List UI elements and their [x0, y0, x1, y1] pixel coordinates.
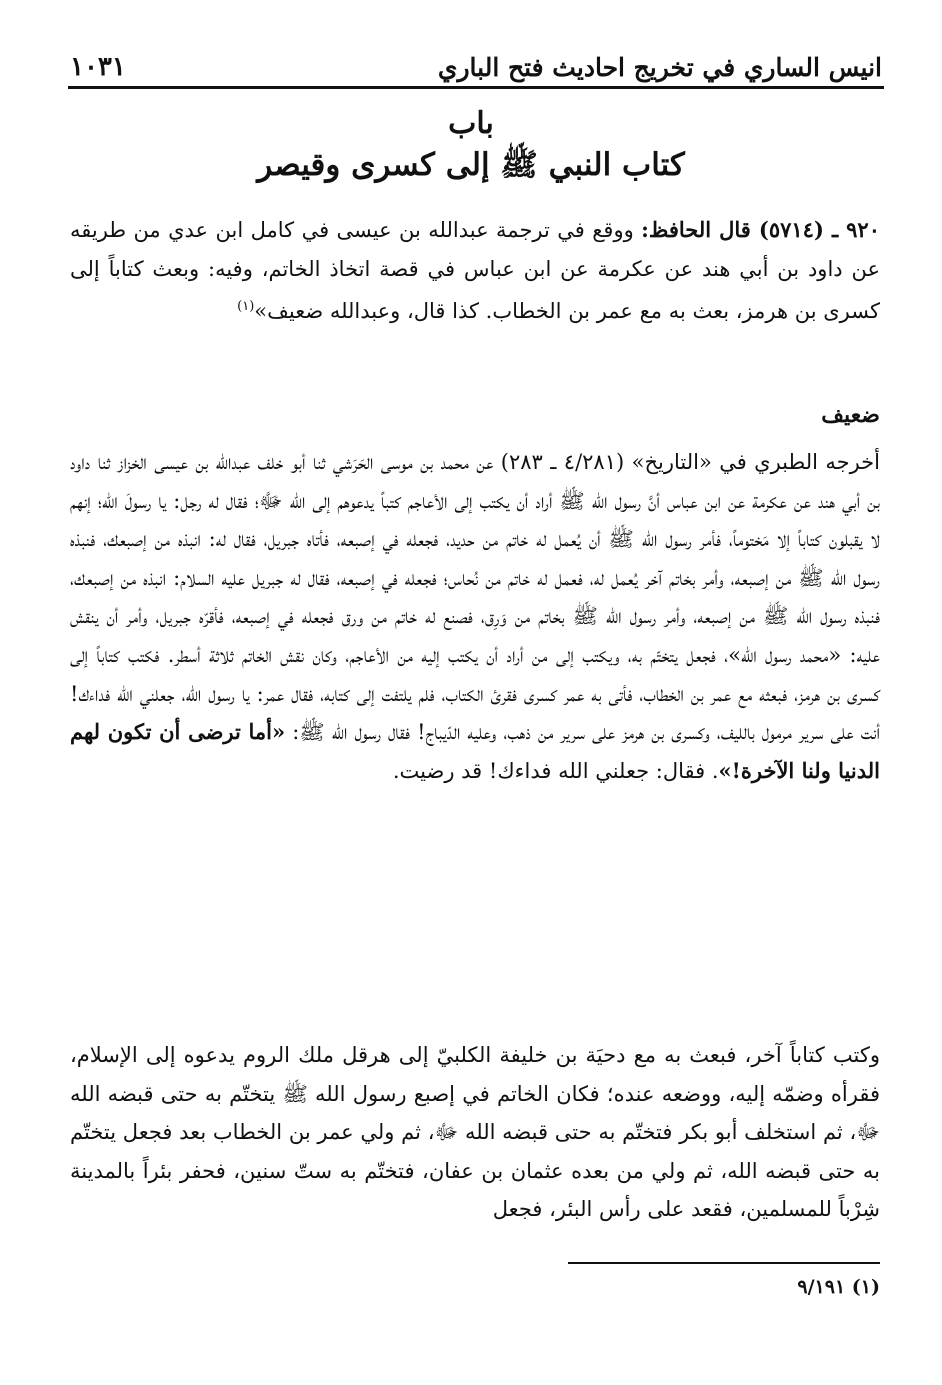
- footnote: (١) ٩/١٩١: [797, 1276, 880, 1298]
- entry-number: ٩٢٠ ـ (٥٧١٤) قال الحافظ:: [641, 217, 880, 242]
- takhrij-text-end: . فقال: جعلني الله فداءك! قد رضيت.: [392, 758, 719, 783]
- chapter-title: كتاب النبي ﷺ إلى كسرى وقيصر: [257, 147, 685, 183]
- chapter-label: باب: [448, 106, 494, 141]
- running-header: [70, 38, 882, 82]
- takhrij-paragraph-1: [70, 443, 880, 790]
- takhrij-paragraph-2: وكتب كتاباً آخر، فبعث به مع دحيَة بن خليفة الكلبيّ إلى هرقل ملك الروم يدعوه إلى الإسلام، فقرأه وضمّه إليه، ووضعه عنده؛ فكان الخاتم في إصبع رسول الله ﷺ يتختّم به حتى قبضه الله ﷻ، ثم استخلف أبو بكر فتختّم به حتى قبضه الله ﷻ، ثم ولي عمر بن الخطاب بعد فجعل يتختّم به حتى قبضه الله، ثم ولي من بعده عثمان بن عفان، فتختّم به ستّ سنين، فحفر بئراً بالمدينة شِرْباً للمسلمين، فقعد على رأس البئر، فجعل: [70, 1043, 880, 1222]
- footnote-rule: [568, 1262, 880, 1264]
- hadith-entry: [70, 211, 880, 331]
- header-rule: [68, 86, 884, 89]
- takhrij-text: أخرجه الطبري في «التاريخ» (٤/٢٨١ ـ ٢٨٣) عن محمد بن موسى الحَرَشي ثنا أبو خلف عبدالله بن عيسى الخزاز ثنا داود بن أبي هند عن عكرمة عن ابن عباس أنَّ رسول الله ﷺ أراد أن يكتب إلى الأعاجم كتباً يدعوهم إلى الله ﷻ؛ فقال له رجل: يا رسولَ الله؛ إنهم لا يقبلون كتاباً إلا مَختوماً، فأمر رسول الله ﷺ أن يُعمل له خاتم من حديد، فجعله في إصبعه، فأتاه جبريل، فقال له: انبذه من إصبعك، فنبذه رسول الله ﷺ من إصبعه، وأمر بخاتم آخر يُعمل له، فعمل له خاتم من نُحاس؛ فجعله في إصبعه، فقال له جبريل عليه السلام: انبذه من إصبعك، فنبذه رسول الله ﷺ من إصبعه، وأمر رسول الله ﷺ بخاتم من وَرِق، فصنع له خاتم من ورق فجعله في إصبعه، فأقرّه جبريل، وأمر أن ينقش عليه: «محمد رسول الله»، فجعل يتختّم به، ويكتب إلى من أراد أن يكتب إليه من الأعاجم، وكان نقش الخاتم ثلاثة أسطر. فكتب كتاباً إلى كسرى بن هرمز، فبعثه مع عمر بن الخطاب، فأتى به عمر كسرى فقرئ الكتاب، فلم يلتفت إلى كتابه، فقال عمر: يا رسول الله، جعلني الله فداءك! أنت على سرير مرمول بالليف، وكسرى بن هرمز على سرير من ذهب، وعليه الدّيباج! فقال رسول الله ﷺ:: [70, 450, 881, 745]
- prophetic-quote: «أما ترضى أن تكون لهم الدنيا ولنا الآخرة!»: [70, 719, 880, 783]
- book-title: انيس الساري في تخريج احاديث فتح الباري: [437, 53, 882, 82]
- page-number: ١٠٣١: [70, 52, 126, 82]
- entry-text: ووقع في ترجمة عبدالله بن عيسى في كامل ابن عدي من طريقه عن داود بن أبي هند عن عكرمة عن ابن عباس في قصة اتخاذ الخاتم، وفيه: وبعث كتاباً إلى كسرى بن هرمز، بعث به مع عمر بن الخطاب. كذا قال، وعبدالله ضعيف»: [70, 218, 880, 324]
- grading-label: ضعيف: [821, 402, 880, 428]
- footnote-reference: (١): [237, 299, 255, 315]
